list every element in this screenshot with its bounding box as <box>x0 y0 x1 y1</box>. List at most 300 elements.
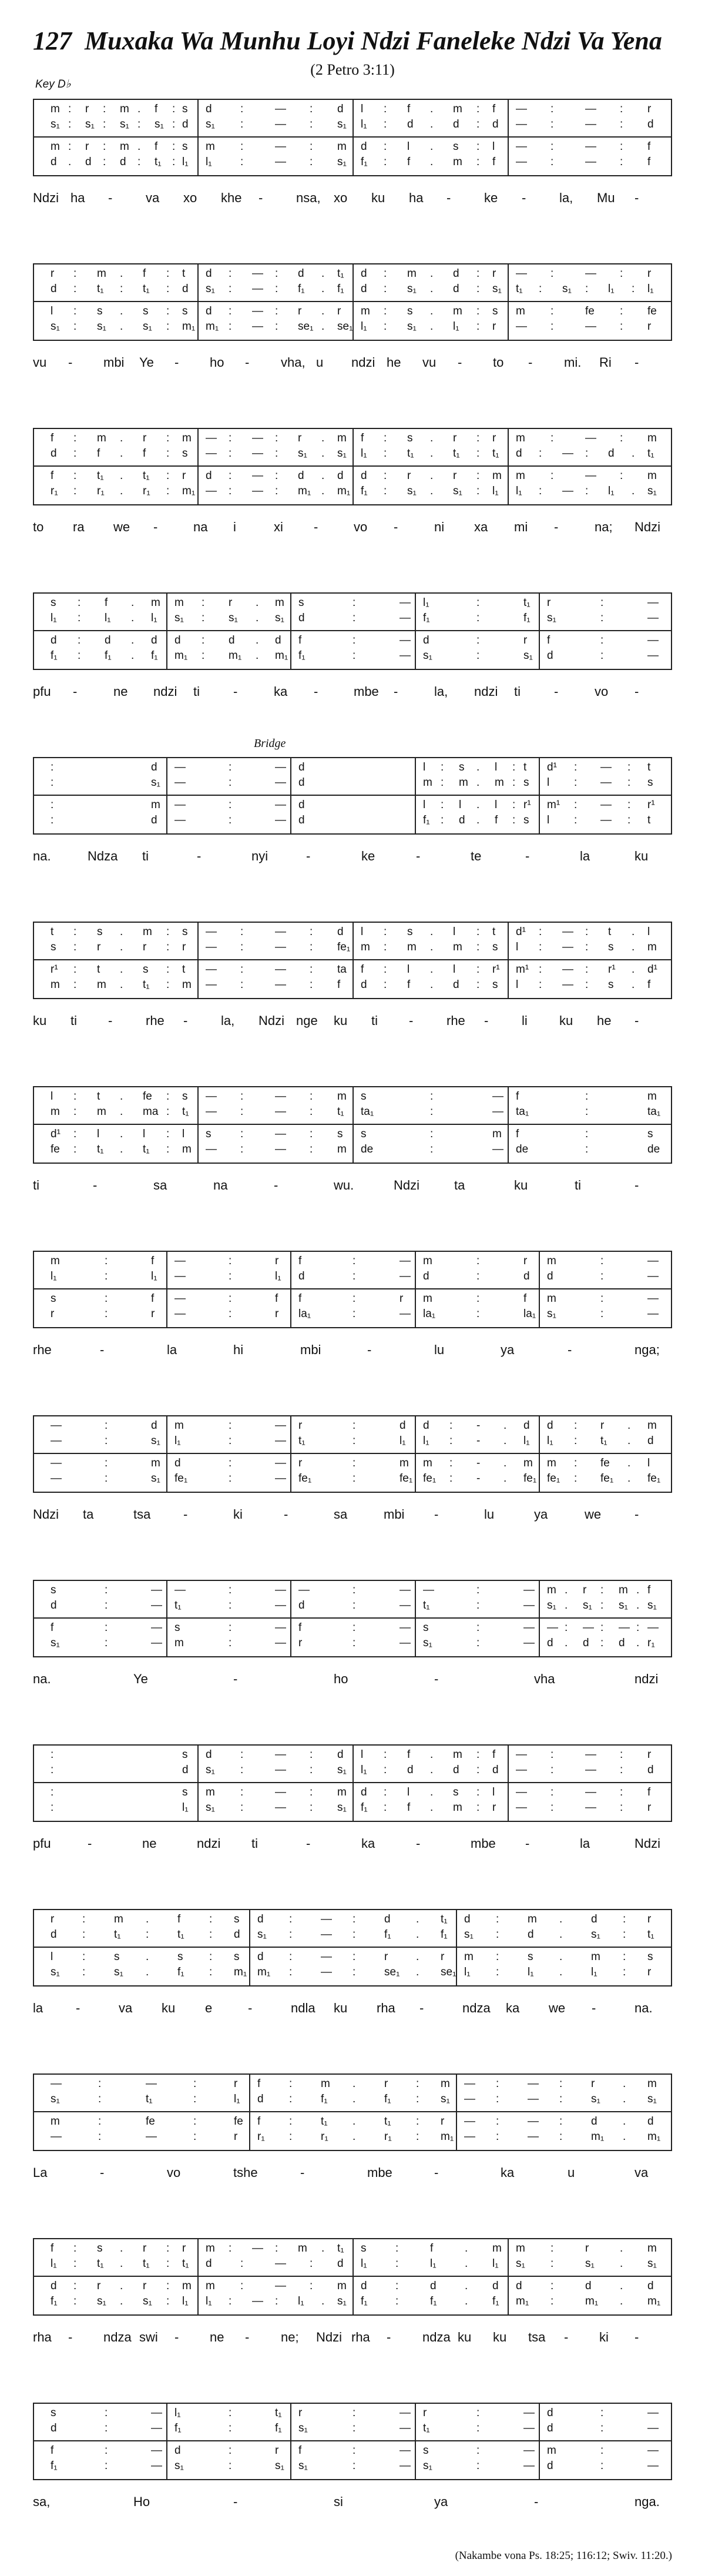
solfa-note: t₁ <box>97 283 104 295</box>
solfa-note: fe <box>51 1143 60 1155</box>
solfa-note: se₁ <box>441 1966 456 1978</box>
solfa-note: s <box>97 926 103 938</box>
solfa-note: m <box>182 1143 192 1155</box>
solfa-note: : <box>229 1292 232 1305</box>
solfa-note: : <box>229 320 232 333</box>
solfa-note: : <box>240 1106 244 1118</box>
solfa-note: s₁ <box>298 2422 308 2434</box>
solfa-note: - <box>476 1419 481 1432</box>
solfa-note: t₁ <box>143 470 150 482</box>
voice-part-row <box>34 1786 671 1801</box>
solfa-note: d <box>257 1913 264 1925</box>
lyric-syllable: - <box>306 1836 311 1851</box>
solfa-note: d <box>400 1419 406 1432</box>
solfa-note: : <box>229 283 232 295</box>
solfa-note: m <box>337 140 347 153</box>
lyric-syllable: ndzi <box>153 684 177 699</box>
lyrics-line <box>33 1178 671 1207</box>
solfa-note: . <box>131 649 135 662</box>
solfa-note: . <box>430 156 434 168</box>
solfa-note: : <box>476 283 480 295</box>
solfa-note: : <box>240 1786 244 1798</box>
solfa-note: : <box>275 432 278 444</box>
lyric-syllable: na. <box>33 849 51 863</box>
solfa-note: . <box>256 597 259 609</box>
solfa-note: m <box>51 140 60 153</box>
solfa-note: : <box>229 485 232 497</box>
solfa-note: . <box>465 2257 468 2270</box>
solfa-note: : <box>539 926 542 938</box>
solfa-note: s <box>337 1128 343 1140</box>
solfa-note: s <box>608 979 614 991</box>
solfa-note: r <box>647 103 652 115</box>
solfa-note: : <box>620 118 623 130</box>
solfa-note: s₁ <box>337 447 347 460</box>
lyric-syllable: - <box>274 1178 278 1192</box>
lyric-syllable: La <box>33 2165 48 2180</box>
lyric-syllable: - <box>554 684 559 699</box>
solfa-note: l <box>423 761 426 773</box>
lyric-syllable: lu <box>484 1507 495 1522</box>
solfa-note: ta₁ <box>516 1106 529 1118</box>
solfa-note: m <box>423 1292 432 1305</box>
solfa-note: . <box>430 1786 434 1798</box>
solfa-note: : <box>600 2407 604 2419</box>
solfa-note: m <box>516 470 525 482</box>
solfa-note: m <box>174 1419 184 1432</box>
lyric-syllable: ndza <box>422 2330 451 2344</box>
solfa-note: : <box>574 799 578 811</box>
solfa-note: — <box>146 2078 157 2090</box>
solfa-note: . <box>476 814 480 826</box>
solfa-note: : <box>310 1764 313 1776</box>
solfa-note: — <box>528 2078 539 2090</box>
solfa-note: t₁ <box>97 1143 104 1155</box>
solfa-note: — <box>400 634 411 646</box>
solfa-note: s <box>51 941 56 953</box>
solfa-note: ma <box>143 1106 159 1118</box>
solfa-note: s <box>361 2242 367 2255</box>
solfa-note: s₁ <box>143 2295 152 2307</box>
solfa-note: : <box>166 2280 170 2292</box>
solfa-note: — <box>523 1599 535 1612</box>
solfa-note: : <box>229 1637 232 1649</box>
solfa-note: — <box>174 776 186 789</box>
solfa-note: : <box>310 1090 313 1103</box>
solfa-note: m <box>97 432 106 444</box>
solfa-note: f <box>143 267 146 280</box>
solfa-note: — <box>174 814 186 826</box>
solfa-note: s <box>182 103 188 115</box>
solfa-note: — <box>252 283 263 295</box>
solfa-note: : <box>275 485 278 497</box>
solfa-note: - <box>476 1457 481 1469</box>
solfa-note: : <box>620 140 623 153</box>
solfa-note: d <box>430 2280 437 2292</box>
solfa-note: - <box>476 1472 481 1485</box>
solfa-note: l <box>495 799 498 811</box>
lyric-syllable: ka <box>501 2165 515 2180</box>
solfa-note: : <box>73 485 77 497</box>
solfa-note: m₁ <box>647 2295 661 2307</box>
solfa-note: l₁ <box>400 1435 406 1447</box>
solfa-note: d <box>407 118 414 130</box>
solfa-note: t₁ <box>155 156 162 168</box>
solfa-note: m <box>120 140 129 153</box>
solfa-note: ta <box>337 963 347 976</box>
music-system <box>33 428 671 549</box>
solfa-note: s₁ <box>516 2257 525 2270</box>
solfa-note: d <box>647 1764 654 1776</box>
solfa-note: — <box>583 1622 594 1634</box>
solfa-note: . <box>632 963 635 976</box>
solfa-note: m <box>97 979 106 991</box>
solfa-note: s₁ <box>547 1308 556 1320</box>
solfa-note: : <box>166 320 170 333</box>
solfa-note: : <box>105 1270 108 1282</box>
solfa-note: : <box>600 2422 604 2434</box>
solfa-note: : <box>209 1928 213 1941</box>
lyric-syllable: xo <box>334 190 348 205</box>
solfa-note: — <box>523 2422 535 2434</box>
solfa-note: : <box>166 963 170 976</box>
solfa-note: s₁ <box>97 320 106 333</box>
solfa-note: s₁ <box>647 2093 657 2105</box>
solfa-note: — <box>275 2257 286 2270</box>
solfa-note: — <box>585 1764 596 1776</box>
solfa-note: — <box>562 485 573 497</box>
solfa-note: d <box>174 2444 181 2457</box>
solfa-note: d <box>337 103 344 115</box>
voice-part-row <box>34 1128 671 1143</box>
solfa-note: f₁ <box>174 2422 182 2434</box>
solfa-note: fe₁ <box>400 1472 413 1485</box>
lyric-syllable: nsa, <box>296 190 321 205</box>
solfa-note: s₁ <box>298 2460 308 2472</box>
solfa-note: s <box>174 1622 180 1634</box>
lyric-syllable: - <box>525 1836 530 1851</box>
solfa-note: r <box>85 103 89 115</box>
solfa-note: — <box>275 156 286 168</box>
solfa-note: — <box>275 979 286 991</box>
voice-part-row <box>34 979 671 994</box>
lyric-syllable: Ndzi <box>634 520 661 534</box>
solfa-note: — <box>585 118 596 130</box>
solfa-note: — <box>206 963 217 976</box>
solfa-note: l <box>492 140 495 153</box>
lyric-syllable: va <box>146 190 160 205</box>
solfa-note: : <box>73 320 77 333</box>
solfa-note: s₁ <box>206 283 215 295</box>
solfa-note: l <box>143 1128 146 1140</box>
solfa-note: : <box>352 1951 356 1963</box>
solfa-note: : <box>476 1748 480 1761</box>
solfa-note: — <box>547 1622 558 1634</box>
solfa-note: ta₁ <box>361 1106 374 1118</box>
lyric-syllable: vo <box>167 2165 181 2180</box>
solfa-note: f <box>257 2078 261 2090</box>
solfa-note: . <box>256 649 259 662</box>
lyric-syllable: u <box>316 355 324 370</box>
solfa-note: : <box>550 2257 554 2270</box>
solfa-note: : <box>496 1913 499 1925</box>
solfa-note: d <box>547 2407 553 2419</box>
voice-part-row <box>34 1106 671 1121</box>
solfa-note: — <box>275 1457 286 1469</box>
solfa-note: d <box>206 1748 212 1761</box>
voice-part-row <box>34 2444 671 2460</box>
lyric-syllable: - <box>183 1507 188 1522</box>
solfa-note: . <box>321 267 325 280</box>
solfa-note: : <box>240 2257 244 2270</box>
solfa-note: s <box>97 2242 103 2255</box>
solfa-note: m <box>453 1801 462 1814</box>
solfa-note: d <box>591 2115 597 2128</box>
solfa-note: : <box>600 1637 604 1649</box>
solfa-note: : <box>352 1599 356 1612</box>
solfa-note: : <box>559 2131 563 2143</box>
solfa-note: — <box>275 814 286 826</box>
solfa-note: r <box>647 1748 652 1761</box>
solfa-note: r <box>298 2407 303 2419</box>
solfa-note: r <box>298 1457 303 1469</box>
solfa-note: l₁ <box>51 2257 57 2270</box>
solfa-note: : <box>476 612 480 624</box>
solfa-note: se₁ <box>384 1966 400 1978</box>
solfa-note: s₁ <box>51 1637 60 1649</box>
solfa-note: f <box>523 1292 527 1305</box>
solfa-note: m¹ <box>516 963 529 976</box>
solfa-note: : <box>51 799 54 811</box>
solfa-note: — <box>647 2422 659 2434</box>
solfa-note: d <box>298 1270 305 1282</box>
solfa-note: : <box>137 118 141 130</box>
solfa-note: t₁ <box>492 447 499 460</box>
voice-part-row <box>34 814 671 829</box>
solfa-note: s₁ <box>298 447 307 460</box>
lyric-syllable: ti <box>33 1178 39 1192</box>
solfa-note: . <box>430 1748 434 1761</box>
lyrics-line <box>33 355 671 384</box>
solfa-note: : <box>229 2242 232 2255</box>
solfa-note: : <box>68 118 72 130</box>
solfa-note: : <box>416 2131 419 2143</box>
solfa-note: : <box>627 761 631 773</box>
solfa-note: : <box>73 1106 77 1118</box>
lyric-syllable: ka <box>274 684 288 699</box>
solfa-note: . <box>137 103 141 115</box>
solfa-note: : <box>384 1764 387 1776</box>
solfa-note: : <box>620 1801 623 1814</box>
solfa-note: : <box>166 485 170 497</box>
solfa-note: : <box>539 941 542 953</box>
voice-part-row <box>34 799 671 814</box>
solfa-note: d <box>51 2422 57 2434</box>
solfa-note: f₁ <box>441 1928 448 1941</box>
solfa-note: s₁ <box>337 1764 347 1776</box>
solfa-note: : <box>172 118 176 130</box>
solfa-note: se₁ <box>337 320 353 333</box>
solfa-note: d <box>51 156 57 168</box>
solfa-note: . <box>430 1764 434 1776</box>
music-system <box>33 1909 671 2030</box>
solfa-note: . <box>430 432 434 444</box>
solfa-note: s <box>182 447 188 460</box>
lyric-syllable: - <box>634 684 639 699</box>
solfa-note: : <box>384 470 387 482</box>
solfa-note: t₁ <box>146 2093 153 2105</box>
solfa-note: l₁ <box>423 1435 429 1447</box>
solfa-note: — <box>516 1748 527 1761</box>
solfa-note: r <box>182 2242 186 2255</box>
solfa-note: d <box>337 470 344 482</box>
lyric-syllable: ka <box>506 2001 520 2015</box>
lyric-syllable: ki <box>599 2330 609 2344</box>
solfa-note: . <box>120 979 123 991</box>
solfa-note: f <box>407 156 411 168</box>
solfa-note: s <box>423 2444 429 2457</box>
solfa-note: : <box>395 2295 399 2307</box>
solfa-note: m <box>547 2444 556 2457</box>
solfa-note: m <box>182 432 192 444</box>
solfa-note: d <box>298 799 305 811</box>
solfa-note: d <box>453 118 459 130</box>
solfa-note: : <box>550 1764 554 1776</box>
solfa-note: : <box>600 1584 604 1596</box>
lyric-syllable: - <box>568 1342 572 1357</box>
solfa-note: f₁ <box>337 283 344 295</box>
solfa-note: — <box>321 1913 332 1925</box>
notation-staff <box>33 1744 672 1822</box>
lyric-syllable: la <box>33 2001 43 2015</box>
lyric-syllable: Ndzi <box>634 1836 661 1851</box>
solfa-note: t <box>608 926 612 938</box>
solfa-note: fe₁ <box>174 1472 188 1485</box>
solfa-note: f <box>151 1292 155 1305</box>
solfa-note: — <box>523 2460 535 2472</box>
solfa-note: r <box>229 597 233 609</box>
solfa-note: : <box>512 776 516 789</box>
lyric-syllable: he <box>387 355 401 370</box>
solfa-note: : <box>620 103 623 115</box>
solfa-note: r <box>492 1801 496 1814</box>
solfa-note: — <box>647 612 659 624</box>
solfa-note: : <box>240 1748 244 1761</box>
solfa-note: s <box>492 941 498 953</box>
lyric-syllable: la, <box>221 1013 235 1028</box>
lyric-syllable: na. <box>33 1671 51 1686</box>
music-system <box>33 2403 671 2524</box>
solfa-note: : <box>78 634 81 646</box>
notation-staff <box>33 1251 672 1328</box>
solfa-note: . <box>503 1419 507 1432</box>
lyric-syllable: - <box>419 2001 424 2015</box>
lyric-syllable: - <box>233 2494 238 2509</box>
solfa-note: : <box>559 2078 563 2090</box>
solfa-note: m₁ <box>182 320 196 333</box>
music-system <box>33 922 671 1043</box>
solfa-note: — <box>585 1801 596 1814</box>
solfa-note: : <box>51 1748 54 1761</box>
solfa-note: s <box>234 1913 240 1925</box>
solfa-note: r <box>591 2078 595 2090</box>
solfa-note: s₁ <box>547 1599 556 1612</box>
solfa-note: — <box>600 776 612 789</box>
solfa-note: l <box>516 941 519 953</box>
solfa-note: : <box>275 267 278 280</box>
voice-part-row <box>34 103 671 118</box>
solfa-note: . <box>623 2131 626 2143</box>
solfa-note: : <box>620 156 623 168</box>
solfa-note: d <box>647 1435 654 1447</box>
solfa-note: : <box>137 156 141 168</box>
voice-part-row <box>34 1292 671 1308</box>
solfa-note: s <box>182 926 188 938</box>
solfa-note: : <box>98 2093 102 2105</box>
solfa-note: s₁ <box>257 1928 267 1941</box>
solfa-note: m <box>647 2242 657 2255</box>
solfa-note: : <box>73 2280 77 2292</box>
solfa-note: r <box>647 320 652 333</box>
voice-part-row <box>34 2131 671 2146</box>
solfa-note: f₁ <box>361 1801 368 1814</box>
solfa-note: : <box>240 118 244 130</box>
solfa-note: m <box>206 2280 215 2292</box>
solfa-note: m <box>453 103 462 115</box>
lyric-syllable: - <box>300 2165 305 2180</box>
solfa-note: : <box>229 2422 232 2434</box>
solfa-note: l <box>516 979 519 991</box>
solfa-note: l₁ <box>151 612 157 624</box>
solfa-note: d¹ <box>51 1128 61 1140</box>
lyric-syllable: - <box>183 1013 188 1028</box>
solfa-note: : <box>600 1308 604 1320</box>
lyric-syllable: mbi <box>384 1507 405 1522</box>
solfa-note: de <box>647 1143 660 1155</box>
solfa-note: m <box>547 1255 556 1267</box>
solfa-note: r <box>298 1419 303 1432</box>
solfa-note: l <box>361 1748 364 1761</box>
solfa-note: : <box>275 320 278 333</box>
lyric-syllable: lu <box>434 1342 445 1357</box>
solfa-note: : <box>539 283 542 295</box>
solfa-note: : <box>172 156 176 168</box>
lyrics-line <box>33 849 671 878</box>
solfa-note: . <box>321 2242 325 2255</box>
solfa-note: d¹ <box>547 761 557 773</box>
solfa-note: : <box>620 470 623 482</box>
solfa-note: . <box>565 1599 568 1612</box>
solfa-note: : <box>352 1928 356 1941</box>
lyric-syllable: - <box>76 2001 80 2015</box>
solfa-note: — <box>174 761 186 773</box>
lyric-syllable: ku <box>162 2001 176 2015</box>
solfa-note: . <box>632 926 635 938</box>
solfa-note: . <box>137 140 141 153</box>
solfa-note: f <box>495 814 498 826</box>
solfa-note: : <box>166 2295 170 2307</box>
lyric-syllable: - <box>634 1507 639 1522</box>
staff-divider <box>34 2440 671 2441</box>
solfa-note: d <box>464 1913 471 1925</box>
solfa-note: : <box>229 761 232 773</box>
solfa-note: : <box>310 1748 313 1761</box>
solfa-note: . <box>623 2078 626 2090</box>
solfa-note: s₁ <box>647 1599 657 1612</box>
solfa-note: — <box>516 1801 527 1814</box>
solfa-note: s <box>206 1128 212 1140</box>
solfa-note: fe <box>600 1457 610 1469</box>
